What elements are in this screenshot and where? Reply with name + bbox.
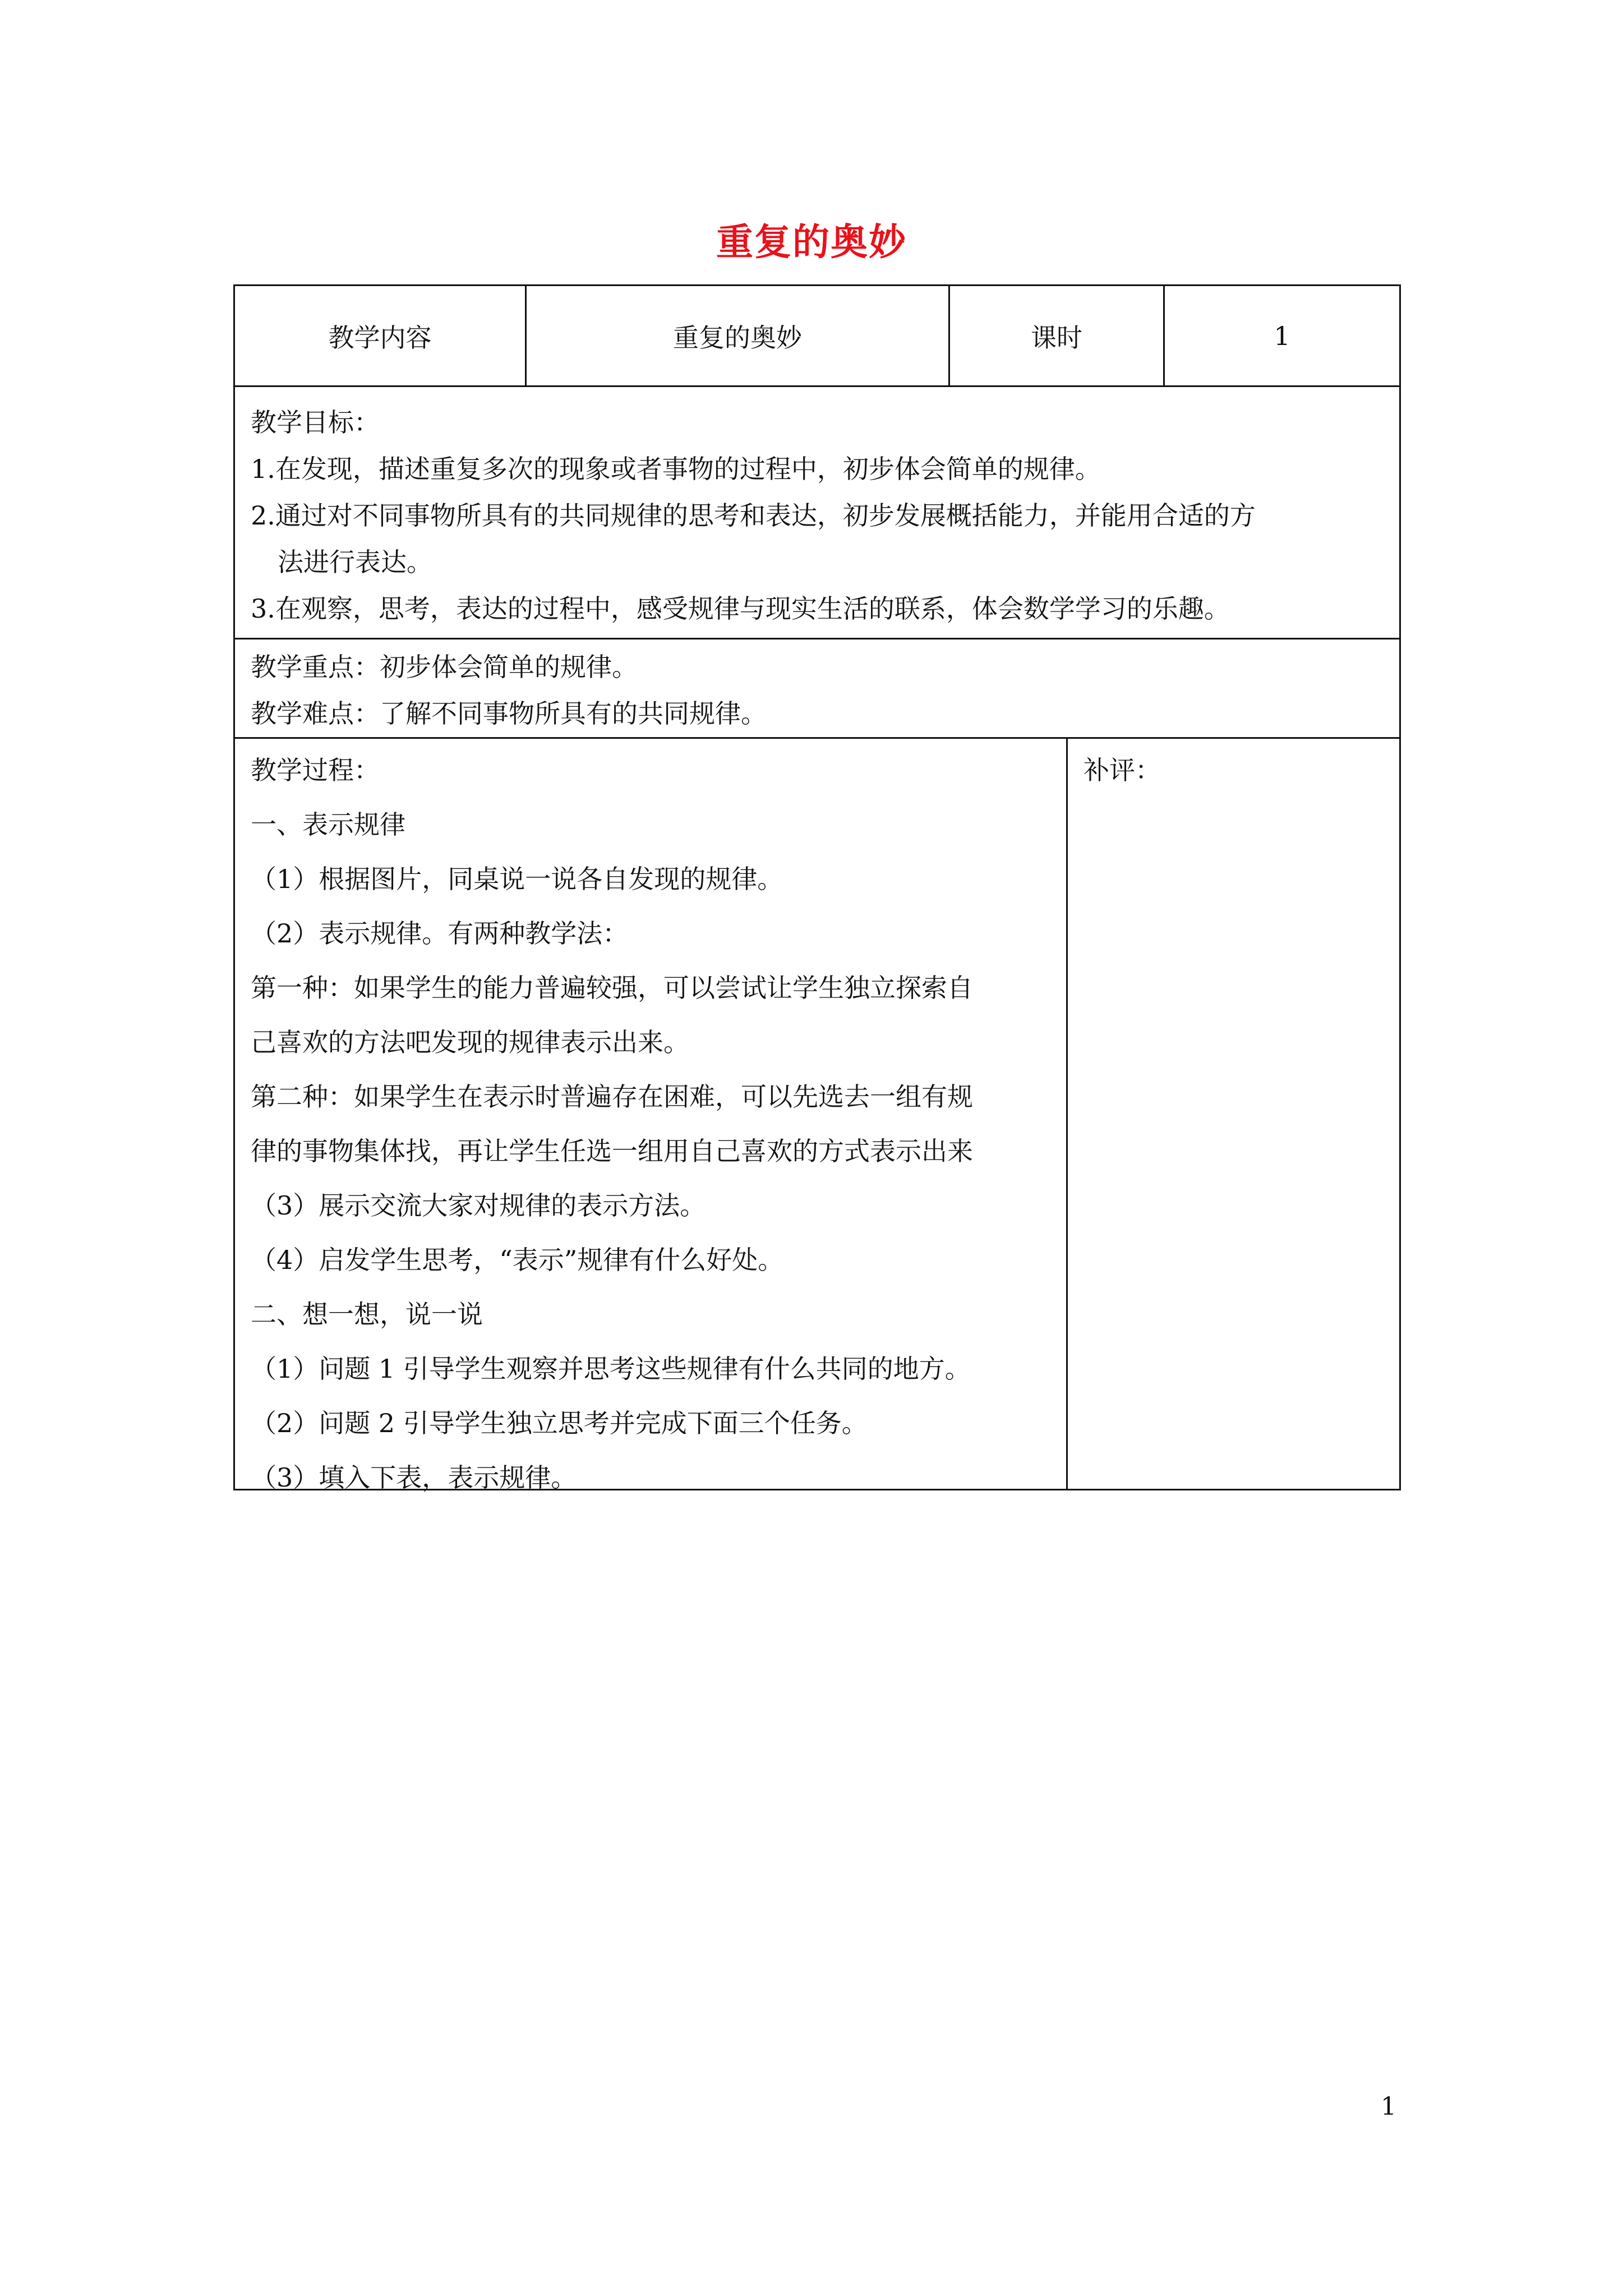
key-points-row [235,639,1399,739]
process-cell [235,739,1068,1493]
process-line: 律的事物集体找，再让学生任选一组用自己喜欢的方式表示出来 [251,1136,973,1166]
content-value: 重复的奥妙 [527,286,950,385]
page-number: 1 [1381,2092,1396,2121]
document-title: 重复的奥妙 [716,220,907,264]
teaching-focus: 教学重点：初步体会简单的规律。 [251,652,638,682]
process-line: 第一种：如果学生的能力普遍较强，可以尝试让学生独立探索自 [251,973,973,1003]
process-line: 二、想一想，说一说 [251,1299,483,1329]
objective-item: 2.通过对不同事物所具有的共同规律的思考和表达，初步发展概括能力，并能用合适的方 [251,500,1256,531]
objectives-block [251,399,1384,632]
objective-item: 1.在发现，描述重复多次的现象或者事物的过程中，初步体会简单的规律。 [251,454,1101,484]
lesson-plan-table [233,284,1401,1493]
content-label: 教学内容 [235,286,527,385]
process-line: （3）填入下表，表示规律。 [251,1462,577,1493]
header-row [235,286,1399,387]
process-line: 一、表示规律 [251,809,405,840]
process-row [235,739,1399,1493]
objectives-heading: 教学目标： [251,407,380,438]
process-block [251,743,1050,1505]
process-line: （2）表示规律。有两种教学法： [251,918,629,949]
objective-item: 3.在观察，思考，表达的过程中，感受规律与现实生活的联系，体会数学学习的乐趣。 [251,593,1230,624]
process-line: （1）问题 1 引导学生观察并思考这些规律有什么共同的地方。 [251,1354,971,1384]
notes-label: 补评： [1083,755,1161,785]
period-value: 1 [1274,320,1290,351]
process-line: 己喜欢的方法吧发现的规律表示出来。 [251,1027,689,1057]
process-heading: 教学过程： [251,755,380,785]
objective-item: 法进行表达。 [278,547,432,577]
process-line: （3）展示交流大家对规律的表示方法。 [251,1190,706,1221]
objectives-row [235,387,1399,639]
key-points-block [251,644,1384,737]
process-line: （2）问题 2 引导学生独立思考并完成下面三个任务。 [251,1408,868,1438]
notes-cell [1068,739,1399,1489]
process-line: （1）根据图片，同桌说一说各自发现的规律。 [251,864,783,894]
period-label: 课时 [950,286,1165,385]
process-line: 第二种：如果学生在表示时普遍存在困难，可以先选去一组有规 [251,1082,973,1112]
teaching-difficulty: 教学难点：了解不同事物所具有的共同规律。 [251,698,767,729]
process-line: （4）启发学生思考，“表示”规律有什么好处。 [251,1245,784,1275]
